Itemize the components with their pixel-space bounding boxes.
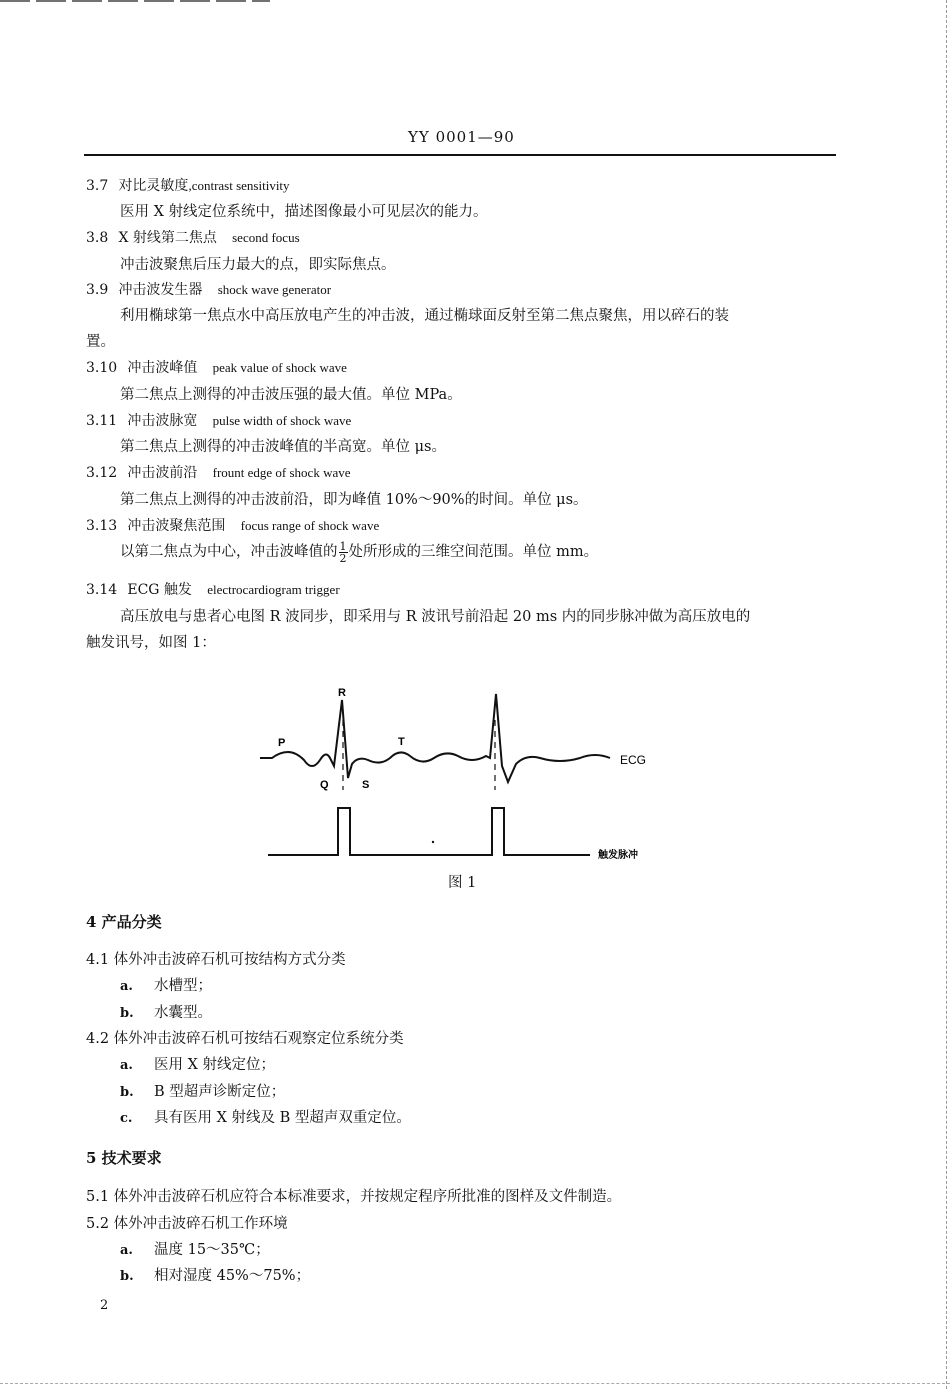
definition-3-14-line1: 高压放电与患者心电图 R 波同步，即采用与 R 波讯号前沿起 20 ms 内的同步脉冲做为高压放电的 bbox=[120, 609, 751, 625]
definition-3-11: 第二焦点上测得的冲击波峰值的半高宽。单位 μs。 bbox=[120, 439, 446, 455]
page-number: 2 bbox=[100, 1298, 109, 1313]
ecg-waveform bbox=[260, 694, 610, 782]
standard-code-header: YY 0001—90 bbox=[408, 128, 515, 146]
header-rule bbox=[84, 154, 836, 156]
term-3-9: 3.9 冲击波发生器 shock wave generator bbox=[86, 282, 332, 298]
list-item: b. B 型超声诊断定位； bbox=[120, 1084, 286, 1100]
label-t: T bbox=[398, 736, 405, 748]
definition-3-10: 第二焦点上测得的冲击波压强的最大值。单位 MPa。 bbox=[120, 387, 462, 403]
term-3-13: 3.13 冲击波聚焦范围 focus range of shock wave bbox=[86, 518, 380, 534]
scan-edge-top bbox=[0, 0, 950, 2]
scan-speck bbox=[432, 841, 434, 843]
list-item: a. 温度 15～35℃； bbox=[120, 1242, 270, 1258]
list-item: b. 相对湿度 45%～75%； bbox=[120, 1268, 311, 1284]
figure-caption: 图 1 bbox=[448, 875, 477, 891]
term-3-7: 3.7 对比灵敏度,contrast sensitivity bbox=[86, 178, 290, 194]
section-4-title: 4 产品分类 bbox=[86, 913, 162, 931]
term-3-11: 3.11 冲击波脉宽 pulse width of shock wave bbox=[86, 413, 352, 429]
section-5-1: 5.1 体外冲击波碎石机应符合本标准要求，并按规定程序所批准的图样及文件制造。 bbox=[86, 1189, 622, 1205]
term-3-10: 3.10 冲击波峰值 peak value of shock wave bbox=[86, 360, 347, 376]
fraction-one-half: $\frac{1}{2}$ bbox=[339, 539, 347, 565]
term-3-8: 3.8 X 射线第二焦点 second focus bbox=[86, 230, 300, 246]
list-item: a. 医用 X 射线定位； bbox=[120, 1057, 276, 1073]
list-item: c. 具有医用 X 射线及 B 型超声双重定位。 bbox=[120, 1110, 411, 1126]
definition-3-12: 第二焦点上测得的冲击波前沿，即为峰值 10%～90%的时间。单位 μs。 bbox=[120, 492, 588, 508]
definition-3-9-line1: 利用椭球第一焦点水中高压放电产生的冲击波，通过椭球面反射至第二焦点聚焦，用以碎石的装 bbox=[120, 308, 729, 324]
definition-3-13: 以第二焦点为中心，冲击波峰值的 $\frac{1}{2}$ 处所形成的三维空间范围。单位 mm。 bbox=[120, 539, 599, 565]
definition-3-14-line2: 触发讯号，如图 1： bbox=[86, 635, 216, 651]
list-item: b. 水囊型。 bbox=[120, 1005, 212, 1021]
section-5-2: 5.2 体外冲击波碎石机工作环境 bbox=[86, 1216, 288, 1232]
section-5-title: 5 技术要求 bbox=[86, 1149, 162, 1167]
label-r: R bbox=[338, 687, 346, 699]
label-p: P bbox=[278, 737, 286, 749]
label-ecg: ECG bbox=[620, 753, 647, 767]
list-item: a. 水槽型； bbox=[120, 978, 212, 994]
definition-3-9-line2: 置。 bbox=[86, 334, 115, 350]
ecg-trigger-figure bbox=[250, 680, 670, 870]
section-4-2: 4.2 体外冲击波碎石机可按结石观察定位系统分类 bbox=[86, 1031, 404, 1047]
definition-3-7: 医用 X 射线定位系统中，描述图像最小可见层次的能力。 bbox=[120, 204, 488, 220]
term-3-14: 3.14 ECG 触发 electrocardiogram trigger bbox=[86, 582, 340, 598]
scan-edge-right bbox=[945, 0, 947, 1389]
section-4-1: 4.1 体外冲击波碎石机可按结构方式分类 bbox=[86, 952, 346, 968]
label-trigger-pulse: 触发脉冲 bbox=[598, 850, 638, 861]
trigger-pulse-line bbox=[268, 808, 590, 855]
label-q: Q bbox=[320, 779, 329, 791]
scan-edge-bottom bbox=[0, 1382, 950, 1384]
definition-3-8: 冲击波聚焦后压力最大的点，即实际焦点。 bbox=[120, 257, 396, 273]
term-3-12: 3.12 冲击波前沿 frount edge of shock wave bbox=[86, 465, 351, 481]
label-s: S bbox=[362, 779, 370, 791]
